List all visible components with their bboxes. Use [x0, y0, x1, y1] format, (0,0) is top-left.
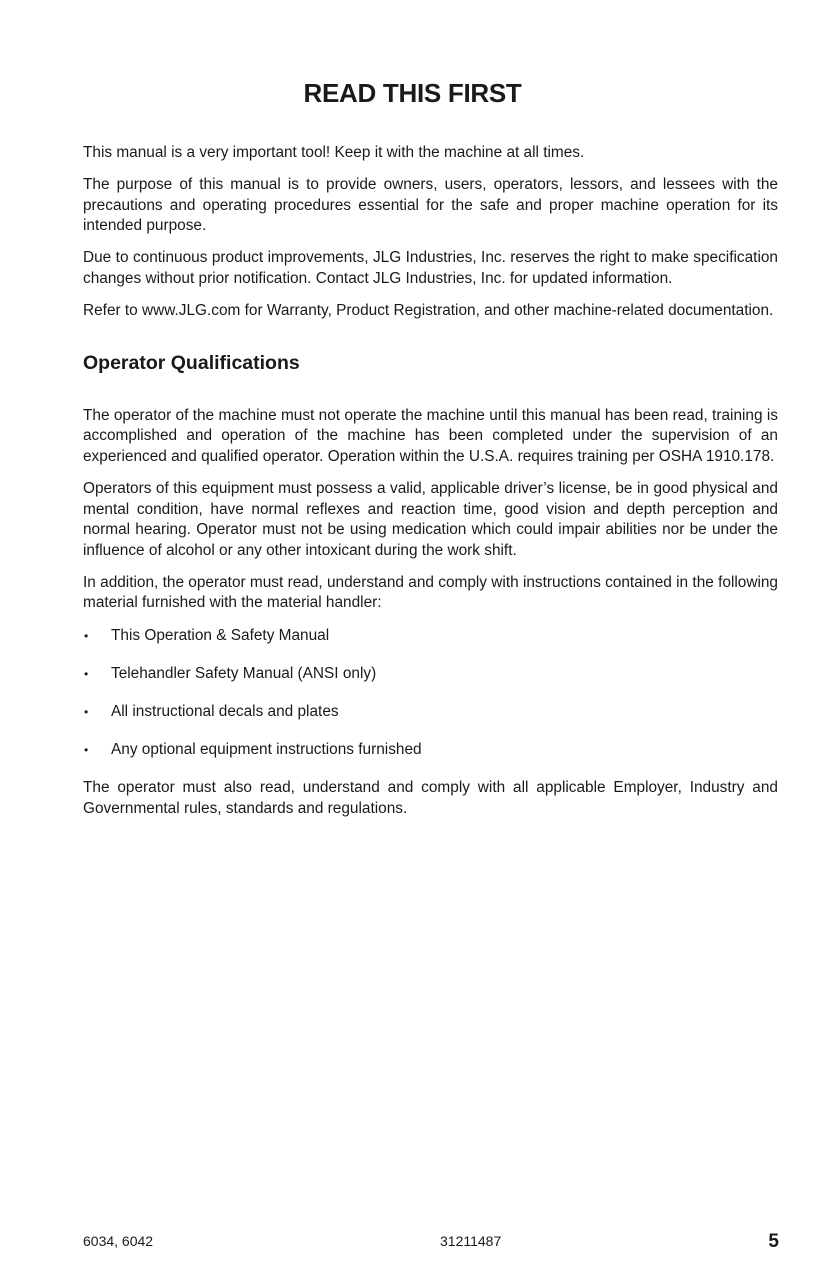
list-item-text: All instructional decals and plates	[111, 702, 339, 720]
bullet-icon: •	[84, 628, 89, 643]
list-item	[83, 702, 778, 723]
qualifications-paragraph-1: The operator of the machine must not operate the machine until this manual has been read, training is accomplished and operation of the machine has been completed under the supervision of an experienced and qualified operator. Operation within the U.S.A. requires training per OSHA 1910.178.	[83, 406, 778, 465]
list-item-text: Telehandler Safety Manual (ANSI only)	[111, 664, 377, 682]
required-materials-list	[83, 626, 778, 761]
bullet-icon: •	[84, 666, 89, 681]
footer-model-numbers: 6034, 6042	[83, 1233, 154, 1249]
intro-paragraph-3: Due to continuous product improvements, JLG Industries, Inc. reserves the right to make specification changes without prior notification. Contact JLG Industries, Inc. for updated information.	[83, 249, 778, 287]
footer-document-number: 31211487	[440, 1233, 502, 1249]
list-item	[83, 664, 778, 685]
page-footer	[83, 1231, 779, 1253]
section-heading-operator-qualifications: Operator Qualifications	[83, 351, 300, 374]
bullet-icon: •	[84, 743, 89, 758]
bullet-icon: •	[84, 704, 89, 719]
qualifications-paragraph-3: In addition, the operator must read, understand and comply with instructions contained in the following material furnished with the material handler:	[83, 573, 778, 612]
footer-page-number: 5	[768, 1231, 779, 1252]
page-title: READ THIS FIRST	[303, 78, 522, 108]
list-item	[83, 626, 778, 647]
qualifications-closing-paragraph: The operator must also read, understand and comply with all applicable Employer, Industry and Governmental rules, standards and regulations.	[83, 779, 778, 817]
list-item-text: Any optional equipment instructions furnished	[111, 741, 422, 759]
intro-paragraph-2: The purpose of this manual is to provide owners, users, operators, lessors, and lessees with the precautions and operating procedures essential for the safe and proper machine operation for its intended purpose.	[83, 176, 778, 235]
page-content	[83, 143, 778, 831]
qualifications-paragraph-2: Operators of this equipment must possess a valid, applicable driver’s license, be in good physical and mental condition, have normal reflexes and reaction time, good vision and depth perception and normal hearing. Operator must not be using medication which could impair abilities nor be under the influence of alcohol or any other intoxicant during the work shift.	[83, 479, 778, 559]
list-item-text: This Operation & Safety Manual	[111, 626, 330, 644]
list-item	[83, 740, 778, 761]
intro-paragraph-4: Refer to www.JLG.com for Warranty, Product Registration, and other machine-related documentation.	[83, 302, 774, 320]
intro-paragraph-1: This manual is a very important tool! Keep it with the machine at all times.	[83, 144, 585, 161]
